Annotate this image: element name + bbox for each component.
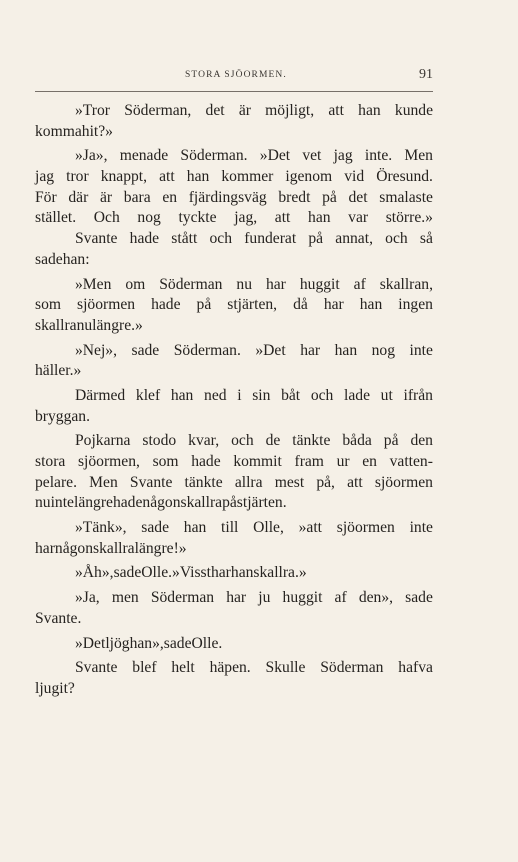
word: sade [163,634,192,652]
word: »Det [75,634,106,652]
text-line [35,101,433,122]
word: en [362,453,377,470]
word: nu [35,494,51,512]
word: vatten- [389,453,433,470]
word: stjärten. [236,494,287,512]
word: bredt [278,188,311,206]
word: Svante [75,230,118,248]
word: och [385,230,408,248]
word: »Visst [172,564,211,582]
text-line [35,188,433,209]
word: och [310,386,334,404]
word: Men [89,473,118,491]
word: blef [132,659,157,677]
word: jag [35,168,55,186]
word: på, [316,473,335,491]
text-line [35,493,433,514]
word: Söderman. [180,147,248,165]
word: menade [119,147,169,165]
word: inte [409,519,433,537]
word: huggit [282,589,323,607]
word: att [328,102,344,119]
text-line [35,431,433,452]
word: sade [113,564,142,582]
word: bara [123,188,151,206]
word: han [308,209,331,227]
word: Söderman [159,275,223,293]
word: kommer [221,168,274,186]
text-line [35,539,433,560]
word: »Tror [75,102,110,119]
text-line [35,563,433,584]
word: att [159,168,175,186]
text-line [35,634,433,655]
word: sjöormen, [77,453,140,470]
word: Olle. [191,634,223,652]
word: båda [342,432,372,450]
word: häller.» [35,362,82,380]
word: nu [76,316,93,334]
word: han [170,386,194,404]
header-rule [35,91,433,92]
word: Öresund. [376,168,433,186]
text-line [35,518,433,539]
word: Olle. [141,564,173,582]
word: Söderman [150,589,215,607]
word: ur [336,453,350,470]
word: tyckte [178,209,217,227]
word: inte [409,341,433,359]
word: han [183,519,207,537]
word: så [419,230,433,248]
text-line [35,407,433,428]
word: smalaste [379,188,433,206]
word: Svante. [35,609,82,627]
word: på [383,432,399,450]
word: har [35,539,55,557]
word: För [35,188,57,206]
word: och [209,230,233,248]
word: stället. [35,209,77,227]
word: pelare. [35,473,77,491]
word: nu [236,275,253,293]
word: någon [142,494,181,512]
word: längre [73,494,113,512]
word: skallra [35,316,77,334]
word: men [111,589,139,607]
word: han [230,564,254,582]
word: mest [274,473,305,491]
word: på [308,230,324,248]
word: funderat [244,230,297,248]
text-line [35,122,433,143]
word: vet [302,147,322,165]
word: då [293,296,308,314]
word: har [210,564,231,582]
page-number: 91 [419,67,433,82]
word: lade [344,386,370,404]
word: »Ja, [75,589,100,607]
word: den», [358,589,394,607]
word: han [186,168,210,186]
running-title: STORA SJÖORMEN. [185,70,287,80]
word: han», [129,634,164,652]
word: jag, [234,209,258,227]
word: han [358,102,381,119]
word: Därmed [75,386,126,404]
word: att [347,473,363,491]
text-line [35,658,433,679]
word: en [162,188,178,206]
word: han: [62,250,90,268]
text-line [35,679,433,700]
word: af [334,589,347,607]
word: Söderman. [173,341,241,359]
word: kunde [394,102,433,119]
word: ifrån [403,386,433,404]
word: hade [112,494,143,512]
page-header [35,68,433,88]
word: tänkte [184,473,223,491]
text-line [35,208,433,229]
word: skallran, [379,275,433,293]
word: skallra [93,539,135,557]
word: kommit [233,453,282,470]
word: till [221,519,239,537]
text-line [35,473,433,494]
text-line [35,229,433,250]
word: hade [129,230,160,248]
word: stått [171,230,198,248]
word: hit?» [81,122,113,140]
word: »Nej», [75,341,118,359]
word: »Det [255,341,286,359]
word: längre.» [92,316,143,334]
word: hade [191,453,221,470]
word: häpen. [209,659,251,677]
text-line [35,167,433,188]
word: Och [93,209,120,227]
word: om [125,275,146,293]
word: kvar, [188,432,220,450]
word: sade [35,250,63,268]
word: stora [35,453,66,470]
word: inte [50,494,74,512]
word: huggit [299,275,340,293]
text-line [35,275,433,296]
word: vid [344,168,365,186]
word: stodo [142,432,177,450]
word: jag [333,147,353,165]
text-line [35,250,433,271]
text-line [35,609,433,630]
word: Svante [129,473,173,491]
word: han [359,296,383,314]
word: tänkte [292,432,331,450]
word: knappt, [100,168,148,186]
word: har [226,589,247,607]
word: annat, [335,230,373,248]
word: hade [151,296,181,314]
word: »Tänk», [75,519,127,537]
word: Skulle [265,659,306,677]
word: är [238,102,251,119]
word: hafva [398,659,433,677]
word: sjöormen [77,296,136,314]
word: fram [294,453,324,470]
word: ingen [398,296,433,314]
word: som [152,453,179,470]
text-line [35,386,433,407]
text-line [35,146,433,167]
word: ut [380,386,393,404]
text-line [35,361,433,382]
word: större.» [385,209,433,227]
word: nog [137,209,161,227]
word: har [323,296,344,314]
word: bryggan. [35,407,90,425]
word: Svante [75,659,118,677]
word: »Det [259,147,291,165]
word: nog [371,341,396,359]
word: de [265,432,281,450]
word: sjöormen [336,519,395,537]
word: att [274,209,291,227]
word: har [265,275,286,293]
word: inte. [364,147,393,165]
word: möjligt, [265,102,315,119]
text-line [35,588,433,609]
word: någon [54,539,94,557]
word: af [353,275,366,293]
word: Söderman, [124,102,192,119]
word: stjärten, [227,296,278,314]
word: fjärdingsväg [188,188,267,206]
text-line [35,316,433,337]
word: sade [141,519,170,537]
word: på [222,494,237,512]
word: sade [405,589,433,607]
word: klef [135,386,161,404]
word: ljugit? [35,679,75,697]
body-text [35,101,433,700]
word: »Ja», [75,147,108,165]
word: sjöormen [374,473,433,491]
word: allra [234,473,263,491]
word: ljög [105,634,130,652]
word: och [231,432,254,450]
text-line [35,452,433,473]
word: båt [281,386,301,404]
word: »Men [75,275,112,293]
word: sade [131,341,160,359]
word: sin [252,386,271,404]
word: helt [171,659,195,677]
word: han [334,341,358,359]
text-line [35,341,433,362]
word: det [348,188,368,206]
word: på [196,296,212,314]
word: är [99,188,113,206]
word: har [300,341,321,359]
word: var [348,209,369,227]
word: tror [66,168,89,186]
word: Pojkarna [75,432,131,450]
word: komma [35,122,82,140]
word: »att [298,519,323,537]
word: igenom [285,168,333,186]
word: det [205,102,225,119]
word: skallra [180,494,223,512]
word: ned [204,386,227,404]
word: ju [258,589,271,607]
word: Men [404,147,433,165]
word: skallra.» [253,564,307,582]
word: där [68,188,89,206]
word: Olle, [253,519,284,537]
word: på [322,188,337,206]
word: »Åh», [75,564,114,582]
word: längre!» [134,539,187,557]
word: Söderman [320,659,384,677]
word: den [410,432,433,450]
word: i [237,386,242,404]
text-line [35,295,433,316]
word: som [35,296,61,314]
